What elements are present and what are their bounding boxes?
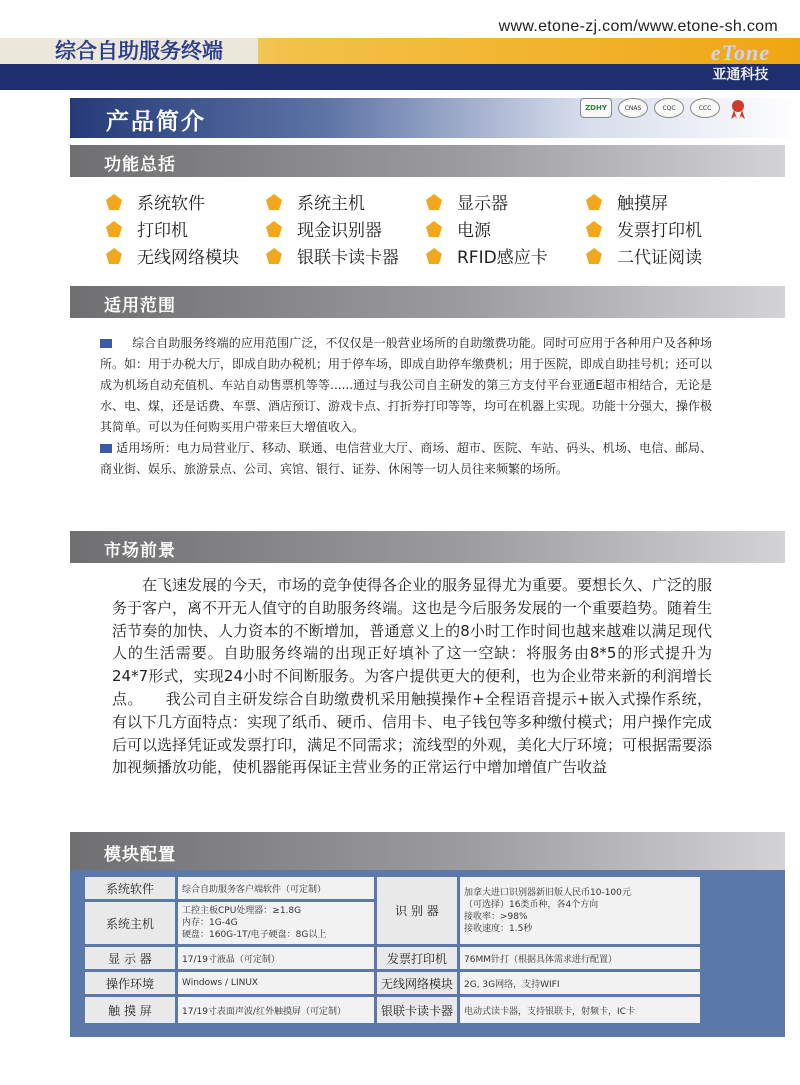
pentagon-bullet-icon [425, 220, 443, 238]
certification-logos [580, 98, 750, 120]
table-value: 76MM针打（根据具体需求进行配置） [460, 947, 700, 969]
feature-item: 显示器 [425, 189, 585, 214]
company-logo [711, 40, 770, 84]
table-row [85, 947, 700, 969]
table-value: 17/19寸表面声波/红外触摸屏（可定制） [178, 997, 374, 1023]
modules-table-panel [70, 870, 785, 1037]
table-label: 操作环境 [85, 972, 175, 994]
feature-item: 发票打印机 [585, 216, 745, 241]
table-value: 17/19寸液晶（可定制） [178, 947, 374, 969]
pentagon-bullet-icon [585, 220, 603, 238]
pentagon-bullet-icon [425, 193, 443, 211]
pentagon-bullet-icon [585, 247, 603, 265]
table-label: 识 别 器 [377, 877, 457, 944]
pentagon-bullet-icon [265, 193, 283, 211]
market-paragraph: 在飞速发展的今天，市场的竞争使得各企业的服务显得尤为重要。要想长久、广泛的服务于客户，离不开无人值守的自助服务终端。这也是今后服务发展的一个重要趋势。随着生活节奏的加快、人力资本的不断增加，普通意义上的8小时工作时间也越来越难以满足现代人的生活需要。自助服务终端的出现正好填补了这一空缺：将服务由8*5的形式提升为24*7形式，实现24小时不间断服务。为客户提供更大的便利，也为企业带来新的利润增长点。 我公司自主研发综合自助缴费机采用触摸操作+全程语音提示+嵌入式操作系统，有以下几方面特点：实现了纸币、硬币、信用卡、电子钱包等多种缴付模式；用户操作完成后可以选择凭证或发票打印，满足不同需求；流线型的外观，美化大厅环境；可根据需要添加视频播放功能，使机器能再保证主营业务的正常运行中增加增值广告收益 [112, 576, 713, 777]
pentagon-bullet-icon [105, 247, 123, 265]
table-label: 银联卡读卡器 [377, 997, 457, 1023]
scope-section-header [70, 286, 785, 318]
feature-item: RFID感应卡 [425, 243, 585, 268]
scope-heading: 适用范围 [104, 296, 176, 316]
feature-item: 系统主机 [265, 189, 425, 214]
pentagon-bullet-icon [105, 193, 123, 211]
pentagon-bullet-icon [105, 220, 123, 238]
logo-mark: eTone [710, 40, 770, 65]
cert-ccc-icon: CCC [690, 98, 720, 118]
feature-item: 触摸屏 [585, 189, 745, 214]
modules-section-header [70, 832, 785, 870]
market-section-header [70, 531, 785, 563]
table-row [85, 877, 700, 899]
feature-item: 打印机 [105, 216, 265, 241]
table-row [85, 972, 700, 994]
feature-row [105, 242, 745, 269]
feature-item: 现金识别器 [265, 216, 425, 241]
pentagon-bullet-icon [585, 193, 603, 211]
scope-places: 适用场所：电力局营业厅、移动、联通、电信营业大厅、商场、超市、医院、车站、码头、机场、电信、邮局、商业街、娱乐、旅游景点、公司、宾馆、银行、证券、休闲等一切人员往来频繁的场所。 [100, 441, 712, 476]
table-value: 2G, 3G网络，支持WIFI [460, 972, 700, 994]
cert-cqc-icon: CQC [654, 98, 684, 118]
modules-section [70, 832, 785, 1037]
page-header [0, 0, 800, 90]
feature-row [105, 188, 745, 215]
features-section-header [70, 145, 785, 177]
logo-text: 亚通科技 [712, 67, 769, 83]
pentagon-bullet-icon [265, 220, 283, 238]
market-heading: 市场前景 [104, 541, 176, 561]
table-label: 无线网络模块 [377, 972, 457, 994]
pentagon-bullet-icon [265, 247, 283, 265]
table-label: 系统软件 [85, 877, 175, 899]
feature-item: 二代证阅读 [585, 243, 745, 268]
feature-item: 银联卡读卡器 [265, 243, 425, 268]
feature-row [105, 215, 745, 242]
square-bullet-icon [100, 339, 112, 348]
features-grid [105, 188, 745, 269]
square-bullet-icon [100, 444, 112, 453]
table-label: 触 摸 屏 [85, 997, 175, 1023]
website-url: www.etone-zj.com/www.etone-sh.com [498, 18, 778, 35]
cert-zdhy-icon: ZDHY [580, 98, 612, 118]
feature-item: 系统软件 [105, 189, 265, 214]
table-value: 电动式读卡器，支持银联卡，射频卡，IC卡 [460, 997, 700, 1023]
feature-item: 电源 [425, 216, 585, 241]
market-text [112, 574, 712, 779]
scope-text [100, 333, 712, 480]
modules-table [82, 874, 703, 1026]
table-label: 显 示 器 [85, 947, 175, 969]
header-title: 综合自助服务终端 [55, 39, 223, 63]
modules-heading: 模块配置 [104, 845, 176, 865]
table-label: 发票打印机 [377, 947, 457, 969]
award-ribbon-icon [726, 98, 750, 120]
table-value: 加拿大进口识别器新旧版人民币10-100元 （可选择）16类币种，各4个方向 接收率：>98% 接收速度：1.5秒 [460, 877, 700, 944]
feature-item: 无线网络模块 [105, 243, 265, 268]
table-value: 综合自助服务客户端软件（可定制） [178, 877, 374, 899]
table-label: 系统主机 [85, 902, 175, 944]
intro-title: 产品简介 [106, 109, 206, 135]
table-row [85, 997, 700, 1023]
pentagon-bullet-icon [425, 247, 443, 265]
features-heading: 功能总括 [104, 155, 176, 175]
header-band-navy [0, 64, 800, 90]
table-value: Windows / LINUX [178, 972, 374, 994]
scope-paragraph: 综合自助服务终端的应用范围广泛，不仅仅是一般营业场所的自助缴费功能。同时可应用于各种用户及各种场所。如：用于办税大厅，即成自助办税机；用于停车场，即成自助停车缴费机；用于医院，即成自助挂号机；还可以成为机场自动充值机、车站自动售票机等等......通过与我公司自主研发的第三方支付平台亚通E超市相结合，无论是水、电、煤，还是话费、车票、酒店预订、游戏卡点、打折券打印等等，均可在机器上实现。功能十分强大，操作极其简单。可以为任何购买用户带来巨大增值收入。 [100, 336, 713, 434]
table-value: 工控主板CPU处理器：≥1.8G 内存：1G-4G 硬盘：160G-1T/电子硬盘：8G以上 [178, 902, 374, 944]
cert-cnas-icon: CNAS [618, 98, 648, 118]
